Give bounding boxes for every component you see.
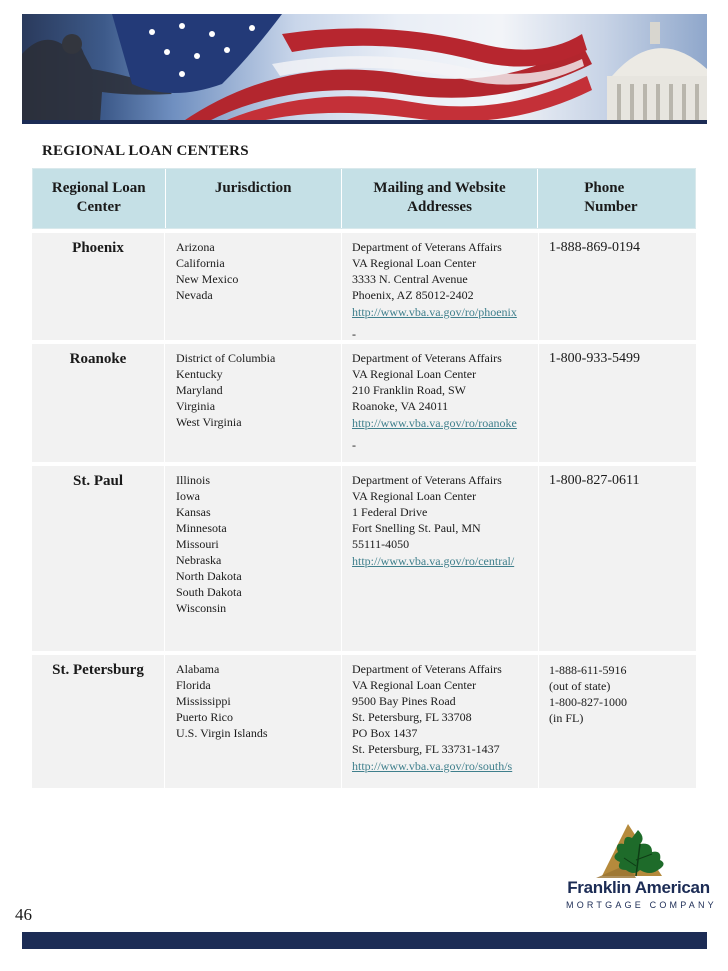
table-row (32, 229, 696, 340)
table-row (32, 462, 696, 651)
phone-number (539, 655, 696, 788)
jurisdiction-item: New Mexico (176, 272, 239, 286)
address-line: Fort Snelling St. Paul, MN (352, 521, 481, 535)
trailing-mark: - (352, 327, 356, 340)
center-name: St. Paul (32, 466, 165, 651)
phone-line: 1-888-611-5916 (549, 663, 627, 677)
jurisdiction-item: Puerto Rico (176, 710, 233, 724)
header-regional-loan-center: Regional Loan Center (33, 169, 166, 228)
banner-divider (22, 120, 707, 124)
table-row (32, 340, 696, 462)
jurisdiction-list (165, 233, 342, 340)
jurisdiction-item: Alabama (176, 662, 220, 676)
jurisdiction-item: Mississippi (176, 694, 231, 708)
phone-number (539, 466, 696, 651)
address-line: St. Petersburg, FL 33708 (352, 710, 472, 724)
address-line: St. Petersburg, FL 33731-1437 (352, 742, 500, 756)
oak-leaf-icon (566, 820, 711, 880)
phone-number (539, 344, 696, 462)
center-name: St. Petersburg (32, 655, 165, 788)
phone-line: (in FL) (549, 711, 584, 725)
jurisdiction-item: North Dakota (176, 569, 242, 583)
jurisdiction-item: Arizona (176, 240, 215, 254)
address-line: PO Box 1437 (352, 726, 418, 740)
address-block (342, 344, 539, 462)
jurisdiction-list (165, 655, 342, 788)
table-header (32, 168, 696, 229)
phone-line: (out of state) (549, 679, 611, 693)
jurisdiction-item: Wisconsin (176, 601, 227, 615)
table-row (32, 651, 696, 788)
address-line: VA Regional Loan Center (352, 367, 477, 381)
address-line: Phoenix, AZ 85012-2402 (352, 288, 474, 302)
website-link[interactable]: http://www.vba.va.gov/ro/roanoke (352, 416, 517, 430)
jurisdiction-item: Iowa (176, 489, 200, 503)
jurisdiction-item: Illinois (176, 473, 211, 487)
center-name: Roanoke (32, 344, 165, 462)
footer-bar (22, 932, 707, 949)
phone-line: 1-888-869-0194 (549, 240, 640, 255)
header-jurisdiction: Jurisdiction (166, 169, 342, 228)
website-link[interactable]: http://www.vba.va.gov/ro/south/s (352, 759, 513, 773)
header-addresses: Mailing and Website Addresses (342, 169, 538, 228)
flag-capitol-banner-image (22, 14, 707, 122)
address-block (342, 233, 539, 340)
address-line: Department of Veterans Affairs (352, 662, 502, 676)
jurisdiction-item: Nebraska (176, 553, 222, 567)
address-line: VA Regional Loan Center (352, 256, 477, 270)
jurisdiction-item: Minnesota (176, 521, 227, 535)
jurisdiction-item: West Virginia (176, 415, 242, 429)
jurisdiction-item: Missouri (176, 537, 219, 551)
logo-name: Franklin American (567, 878, 710, 897)
jurisdiction-item: Virginia (176, 399, 216, 413)
franklin-american-logo (566, 820, 717, 916)
jurisdiction-list (165, 344, 342, 462)
address-line: Department of Veterans Affairs (352, 240, 502, 254)
address-line: VA Regional Loan Center (352, 489, 477, 503)
logo-subtitle: MORTGAGE COMPANY (566, 900, 717, 910)
jurisdiction-item: District of Columbia (176, 351, 276, 365)
jurisdiction-item: Nevada (176, 288, 213, 302)
jurisdiction-item: South Dakota (176, 585, 242, 599)
address-line: 3333 N. Central Avenue (352, 272, 468, 286)
header-banner (22, 14, 707, 122)
address-block (342, 466, 539, 651)
address-line: 55111-4050 (352, 537, 410, 551)
section-title: REGIONAL LOAN CENTERS (42, 143, 249, 159)
jurisdiction-item: California (176, 256, 225, 270)
jurisdiction-item: Kentucky (176, 367, 223, 381)
jurisdiction-list (165, 466, 342, 651)
phone-line: 1-800-827-0611 (549, 473, 640, 488)
address-line: 210 Franklin Road, SW (352, 383, 466, 397)
address-line: Department of Veterans Affairs (352, 473, 502, 487)
jurisdiction-item: U.S. Virgin Islands (176, 726, 268, 740)
address-line: Roanoke, VA 24011 (352, 399, 449, 413)
jurisdiction-item: Maryland (176, 383, 223, 397)
phone-line: 1-800-933-5499 (549, 351, 640, 366)
center-name: Phoenix (32, 233, 165, 340)
jurisdiction-item: Florida (176, 678, 211, 692)
address-line: 1 Federal Drive (352, 505, 428, 519)
address-line: 9500 Bay Pines Road (352, 694, 456, 708)
jurisdiction-item: Kansas (176, 505, 211, 519)
trailing-mark: - (352, 438, 356, 452)
address-line: Department of Veterans Affairs (352, 351, 502, 365)
phone-line: 1-800-827-1000 (549, 695, 627, 709)
header-phone-number: Phone Number (584, 180, 638, 215)
address-block (342, 655, 539, 788)
address-line: VA Regional Loan Center (352, 678, 477, 692)
page-number: 46 (15, 905, 32, 924)
phone-number (539, 233, 696, 340)
website-link[interactable]: http://www.vba.va.gov/ro/phoenix (352, 305, 517, 319)
website-link[interactable]: http://www.vba.va.gov/ro/central/ (352, 554, 515, 568)
loan-centers-table (32, 168, 696, 788)
